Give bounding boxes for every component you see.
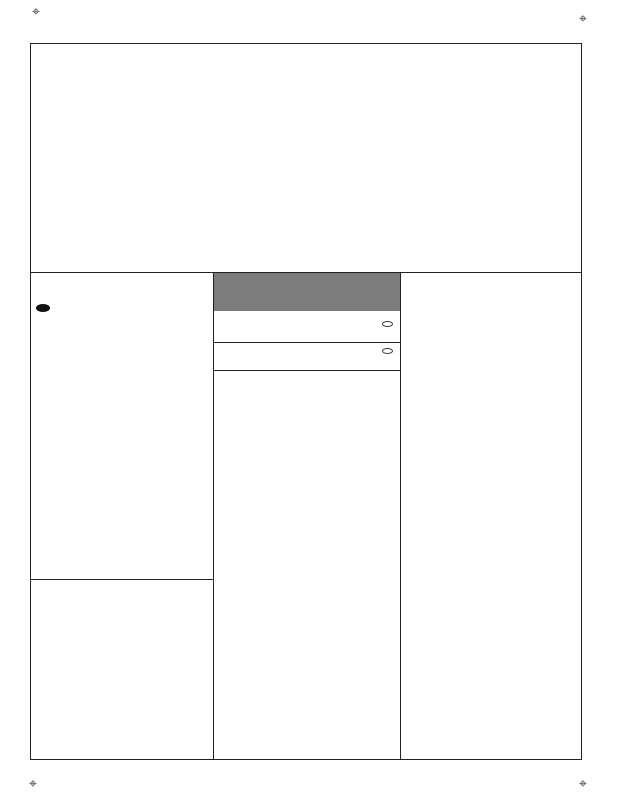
instructions-paragraph bbox=[36, 300, 212, 314]
filled-oval-example-icon bbox=[36, 304, 50, 312]
candidate-row[interactable] bbox=[214, 311, 400, 343]
vote-oval[interactable] bbox=[382, 348, 393, 354]
candidate-row[interactable] bbox=[214, 343, 400, 371]
registration-crosshair-icon: ⌖ bbox=[29, 776, 37, 792]
registration-crosshair-icon: ⌖ bbox=[579, 776, 587, 792]
ballot-title bbox=[30, 142, 582, 212]
registration-crosshair-icon: ⌖ bbox=[32, 4, 40, 20]
instructions-divider bbox=[30, 579, 213, 580]
registration-crosshair-icon: ⌖ bbox=[579, 11, 587, 27]
contest-header bbox=[214, 273, 400, 311]
column-divider bbox=[400, 272, 401, 760]
vote-oval[interactable] bbox=[382, 321, 393, 327]
instructions-panel bbox=[36, 287, 212, 326]
